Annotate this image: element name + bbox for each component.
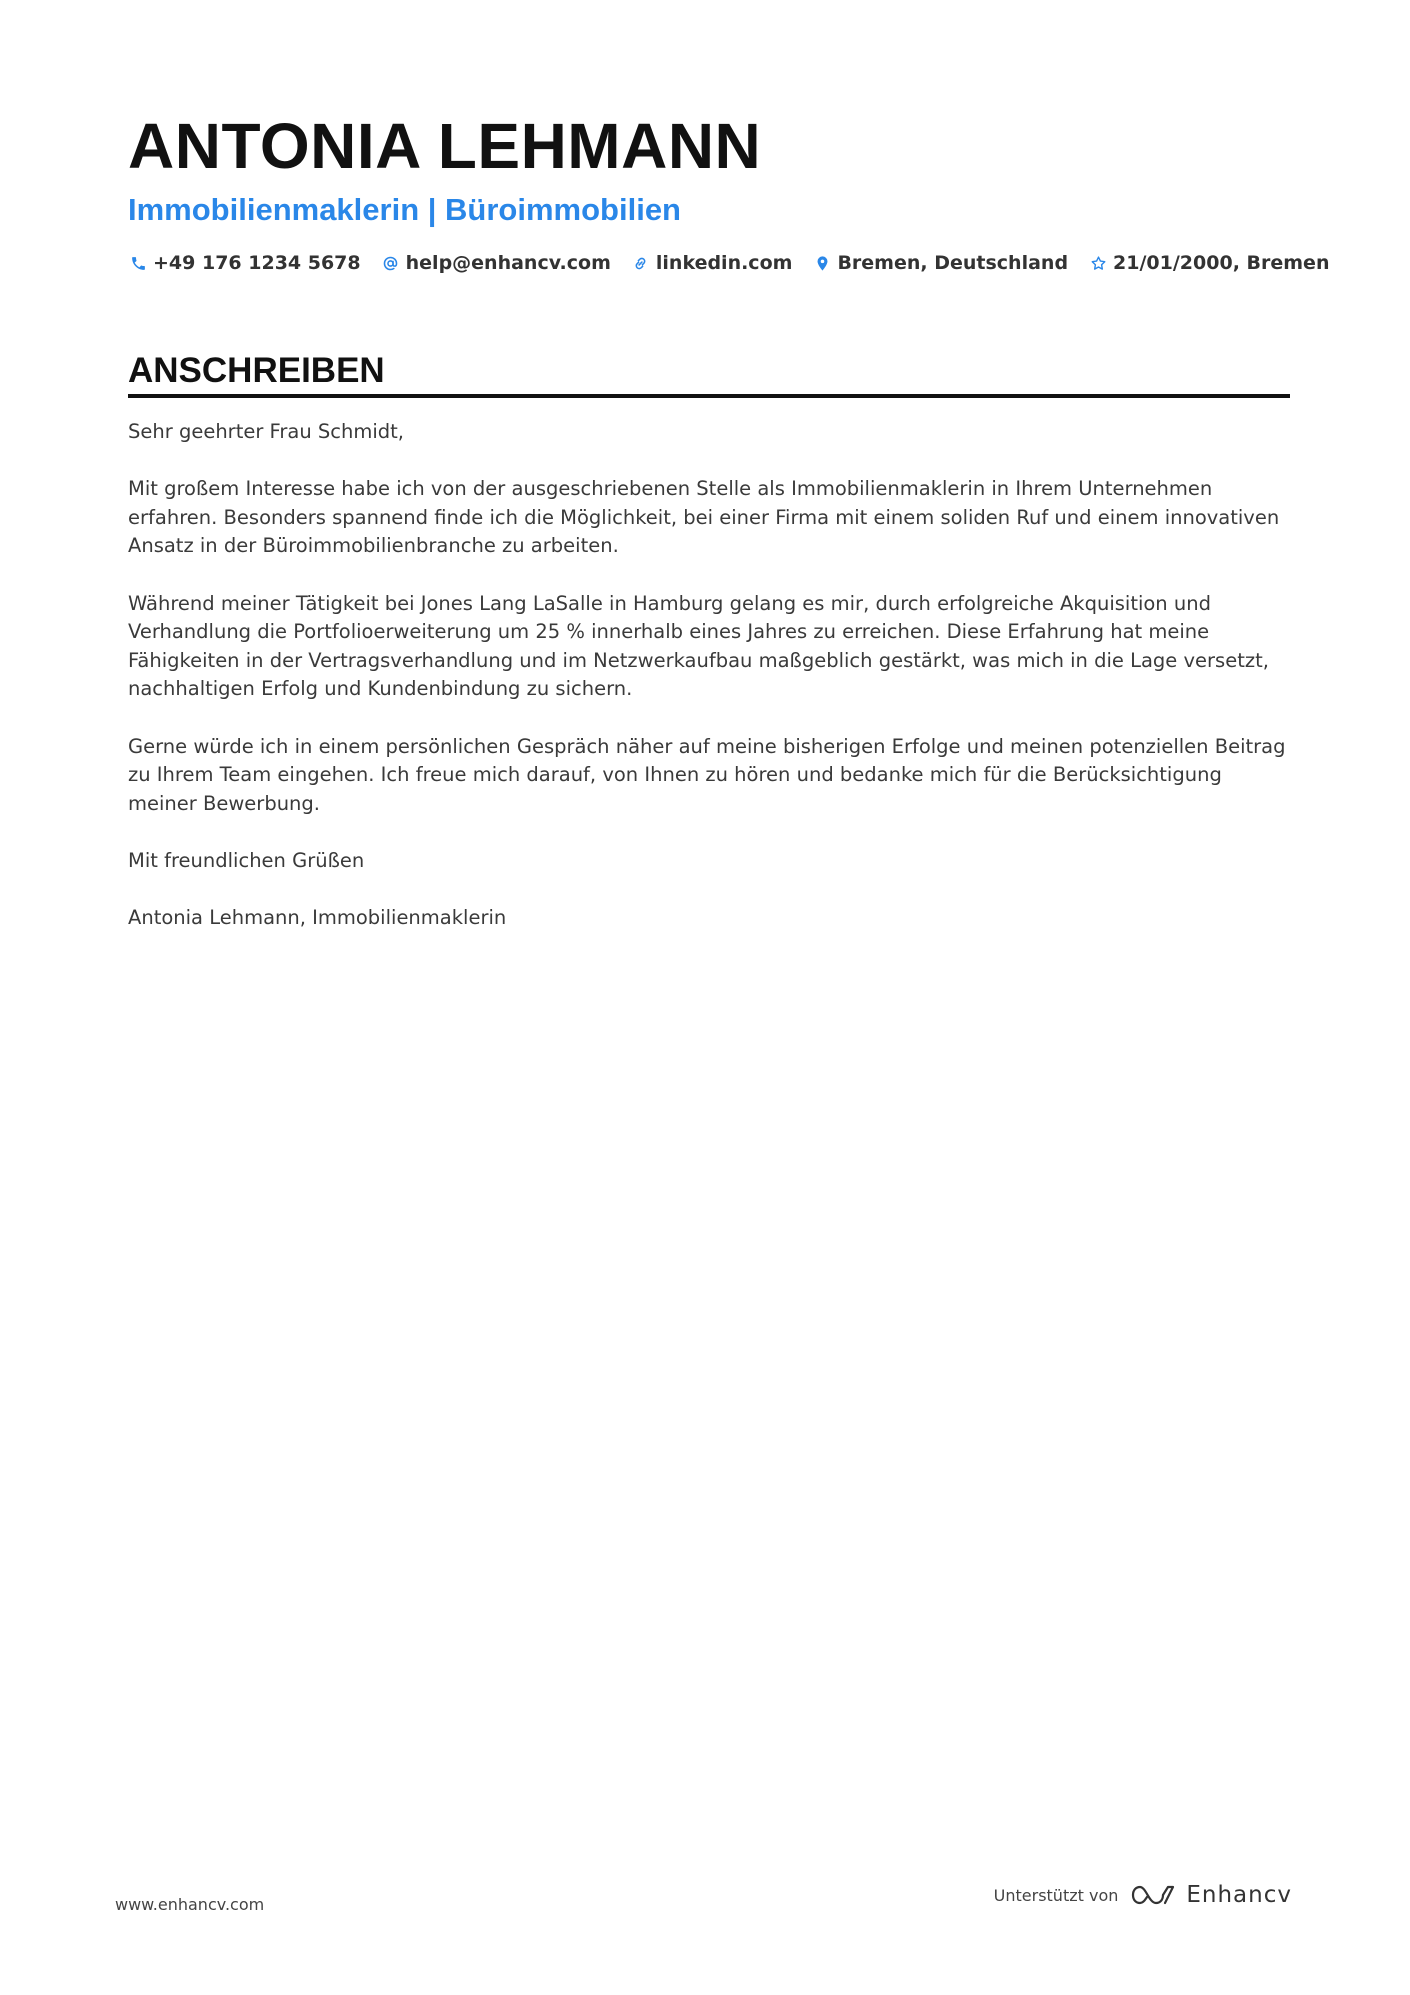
job-title: Immobilienmaklerin | Büroimmobilien [128, 192, 681, 227]
applicant-name: ANTONIA LEHMANN [128, 110, 762, 182]
location-pin-icon [812, 253, 832, 273]
contact-email [381, 252, 611, 274]
phone-icon [128, 253, 148, 273]
letter-closing: Mit freundlichen Grüßen [128, 848, 365, 872]
enhancv-brand: Enhancv [1186, 1882, 1292, 1908]
contact-location [812, 252, 1068, 274]
powered-by-label: Unterstützt von [993, 1885, 1119, 1905]
letter-body [128, 418, 1290, 933]
contact-birth [1088, 252, 1329, 274]
footer-website[interactable]: www.enhancv.com [115, 1895, 265, 1914]
contact-phone-text: +49 176 1234 5678 [153, 252, 361, 274]
letter-signature: Antonia Lehmann, Immobilienmaklerin [128, 906, 507, 930]
letter-paragraph: Mit großem Interesse habe ich von der ausgeschriebenen Stelle als Immobilienmaklerin in Ihrem Unternehmen erfahren. Besonders spannend finde ich die Möglichkeit, bei einer Firma mit einem soliden Ruf und einem innovativen Ansatz in der Büroimmobilienbranche zu arbeiten. [128, 477, 1280, 558]
footer-powered-by [994, 1882, 1292, 1908]
contact-phone [128, 252, 361, 274]
at-icon [381, 253, 401, 273]
letter-salutation: Sehr geehrter Frau Schmidt, [128, 420, 404, 443]
cover-letter-page [128, 108, 1330, 961]
link-icon [631, 253, 651, 273]
contact-email-text: help@enhancv.com [405, 252, 611, 274]
contact-linkedin [631, 252, 793, 274]
star-icon [1088, 253, 1108, 273]
contact-location-text: Bremen, Deutschland [837, 252, 1069, 274]
letter-paragraph: Gerne würde ich in einem persönlichen Gespräch näher auf meine bisherigen Erfolge und meinen potenziellen Beitrag zu Ihrem Team eingehen. Ich freue mich darauf, von Ihnen zu hören und bedanke mich für die Berücksichtigung meiner Bewerbung. [128, 734, 1286, 815]
contact-bar [128, 252, 1330, 274]
enhancv-logo-icon [1130, 1882, 1176, 1908]
contact-birth-text: 21/01/2000, Bremen [1113, 252, 1330, 274]
contact-linkedin-text: linkedin.com [655, 252, 793, 274]
section-divider [128, 394, 1290, 398]
section-title: ANSCHREIBEN [128, 351, 385, 390]
letter-paragraph: Während meiner Tätigkeit bei Jones Lang LaSalle in Hamburg gelang es mir, durch erfolgreiche Akquisition und Verhandlung die Portfolioerweiterung um 25 % innerhalb eines Jahres zu erreichen. Diese Erfahrung hat meine Fähigkeiten in der Vertragsverhandlung und im Netzwerkaufbau maßgeblich gestärkt, was mich in die Lage versetzt, nachhaltigen Erfolg und Kundenbindung zu sichern. [128, 591, 1269, 701]
